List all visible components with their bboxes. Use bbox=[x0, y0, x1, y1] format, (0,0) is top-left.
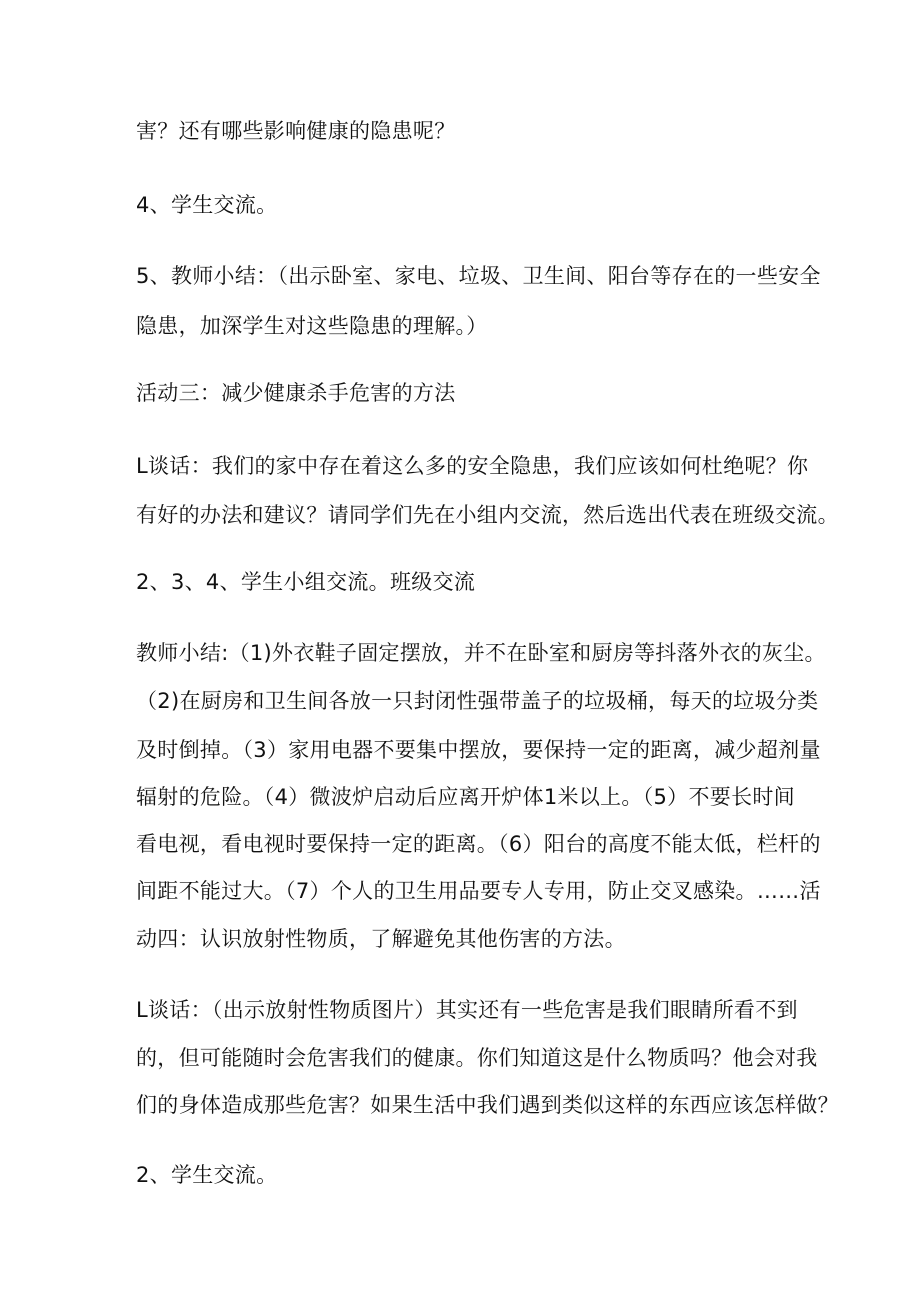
paragraph-line: 的，但可能随时会危害我们的健康。你们知道这是什么物质吗？他会对我 bbox=[136, 1046, 818, 1070]
paragraph-line: 教师小结:（1)外衣鞋子固定摆放，并不在卧室和厨房等抖落外衣的灰尘。 bbox=[136, 641, 826, 665]
paragraph-line: （2)在厨房和卫生间各放一只封闭性强带盖子的垃圾桶，每天的垃圾分类 bbox=[136, 689, 819, 713]
paragraph-line: 害？还有哪些影响健康的隐患呢？ bbox=[136, 119, 456, 143]
section-heading: 活动三：减少健康杀手危害的方法 bbox=[136, 381, 456, 405]
paragraph-line: 及时倒掉。（3）家用电器不要集中摆放，要保持一定的距离，减少超剂量 bbox=[136, 738, 821, 762]
paragraph-line: 们的身体造成那些危害？如果生活中我们遇到类似这样的东西应该怎样做？ bbox=[136, 1093, 839, 1117]
paragraph-line: 4、学生交流。 bbox=[136, 193, 278, 217]
paragraph-line: L谈话：（出示放射性物质图片）其实还有一些危害是我们眼睛所看不到 bbox=[136, 998, 798, 1022]
paragraph-line: 辐射的危险。（4）微波炉启动后应离开炉体1米以上。（5）不要长时间 bbox=[136, 785, 795, 809]
paragraph-line: 看电视，看电视时要保持一定的距离。（6）阳台的高度不能太低，栏杆的 bbox=[136, 832, 821, 856]
paragraph-line: 有好的办法和建议？请同学们先在小组内交流，然后选出代表在班级交流。 bbox=[136, 503, 839, 527]
paragraph-line: L谈话：我们的家中存在着这么多的安全隐患，我们应该如何杜绝呢？你 bbox=[136, 454, 809, 478]
paragraph-line: 隐患，加深学生对这些隐患的理解。） bbox=[136, 314, 488, 338]
paragraph-line: 2、3、4、学生小组交流。班级交流 bbox=[136, 570, 476, 594]
paragraph-line: 间距不能过大。（7）个人的卫生用品要专人专用，防止交叉感染。……活 bbox=[136, 879, 821, 903]
paragraph-line: 动四：认识放射性物质，了解避免其他伤害的方法。 bbox=[136, 927, 626, 951]
paragraph-line: 2、学生交流。 bbox=[136, 1163, 278, 1187]
paragraph-line: 5、教师小结：（出示卧室、家电、垃圾、卫生间、阳台等存在的一些安全 bbox=[136, 264, 821, 288]
